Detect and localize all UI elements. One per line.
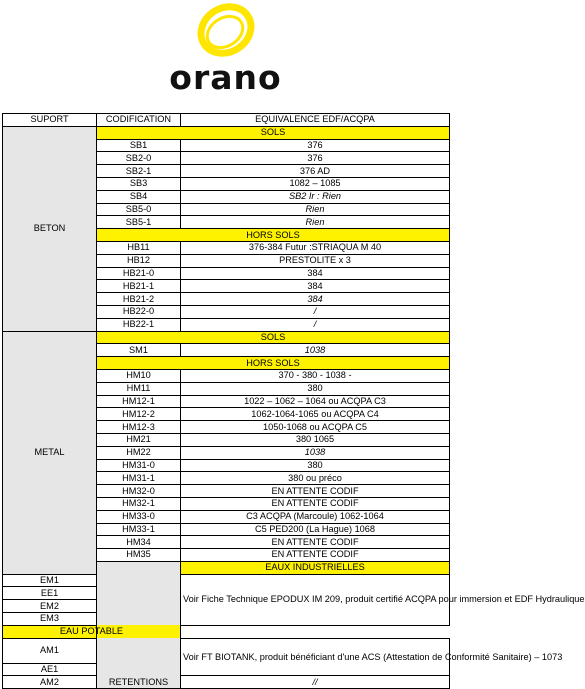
code-cell: HM10 bbox=[97, 369, 181, 382]
code-cell: HB21-2 bbox=[97, 293, 181, 306]
eq-cell: Rien bbox=[181, 203, 450, 216]
eq-cell: 1082 – 1085 bbox=[181, 177, 450, 190]
eq-cell: 1022 – 1062 – 1064 ou ACQPA C3 bbox=[181, 395, 450, 408]
section-header: SOLS bbox=[97, 331, 450, 344]
code-cell: SB1 bbox=[97, 139, 181, 152]
eq-cell: 1038 bbox=[181, 344, 450, 357]
code-cell: AE1 bbox=[3, 663, 97, 676]
eq-cell: // bbox=[181, 676, 450, 689]
section-header: SOLS bbox=[97, 126, 450, 139]
code-cell: HM32-1 bbox=[97, 497, 181, 510]
code-cell: HB11 bbox=[97, 241, 181, 254]
eq-cell: EN ATTENTE CODIF bbox=[181, 485, 450, 498]
code-cell: SB5-1 bbox=[97, 216, 181, 229]
header-codification: CODIFICATION bbox=[97, 114, 181, 127]
code-cell: HB22-0 bbox=[97, 305, 181, 318]
eq-cell: Voir Fiche Technique EPODUX IM 209, produit certifié ACQPA pour immersion et EDF Hydraulique bbox=[181, 574, 450, 625]
header-support: SUPORT bbox=[3, 114, 97, 127]
eq-cell: 376 bbox=[181, 139, 450, 152]
code-cell: SB2-0 bbox=[97, 152, 181, 165]
table-row bbox=[3, 574, 450, 587]
eq-cell: 1050-1068 ou ACQPA C5 bbox=[181, 421, 450, 434]
eq-cell: EN ATTENTE CODIF bbox=[181, 536, 450, 549]
eq-cell: 376-384 Futur :STRIAQUA M 40 bbox=[181, 241, 450, 254]
code-cell: HM12-3 bbox=[97, 421, 181, 434]
table-row bbox=[3, 638, 450, 663]
eq-cell: C3 ACQPA (Marcoule) 1062-1064 bbox=[181, 510, 450, 523]
eq-cell: 1038 bbox=[181, 446, 450, 459]
eq-cell: PRESTOLITE x 3 bbox=[181, 254, 450, 267]
eq-cell: Voir FT BIOTANK, produit bénéficiant d'une ACS (Attestation de Conformité Sanitaire) – 1073 bbox=[181, 638, 450, 676]
eq-cell: 370 - 380 - 1038 - bbox=[181, 369, 450, 382]
eq-cell: / bbox=[181, 318, 450, 331]
eq-cell: 380 bbox=[181, 382, 450, 395]
code-cell: EM2 bbox=[3, 600, 97, 613]
code-cell: HM22 bbox=[97, 446, 181, 459]
code-cell: HB22-1 bbox=[97, 318, 181, 331]
code-cell: SB3 bbox=[97, 177, 181, 190]
code-cell: HM33-1 bbox=[97, 523, 181, 536]
eq-cell: 384 bbox=[181, 293, 450, 306]
code-cell: SM1 bbox=[97, 344, 181, 357]
orano-ring-icon bbox=[189, 0, 263, 62]
eq-cell: 384 bbox=[181, 280, 450, 293]
eq-cell: EN ATTENTE CODIF bbox=[181, 497, 450, 510]
header-equivalence: EQUIVALENCE EDF/ACQPA bbox=[181, 114, 450, 127]
eq-cell: 376 AD bbox=[181, 165, 450, 178]
code-cell: HM12-2 bbox=[97, 408, 181, 421]
header-row bbox=[3, 114, 450, 127]
code-cell: SB5-0 bbox=[97, 203, 181, 216]
code-cell: HM32-0 bbox=[97, 485, 181, 498]
code-cell: HM33-0 bbox=[97, 510, 181, 523]
code-cell: HM12-1 bbox=[97, 395, 181, 408]
brand-name: orano bbox=[169, 58, 282, 97]
eq-cell: EN ATTENTE CODIF bbox=[181, 549, 450, 562]
equivalence-table bbox=[2, 113, 585, 689]
eq-cell: 384 bbox=[181, 267, 450, 280]
code-cell: SB2-1 bbox=[97, 165, 181, 178]
section-header: HORS SOLS bbox=[97, 357, 450, 370]
code-cell: HM31-0 bbox=[97, 459, 181, 472]
eq-cell: C5 PED200 (La Hague) 1068 bbox=[181, 523, 450, 536]
code-cell: AM1 bbox=[3, 638, 97, 663]
code-cell: HM11 bbox=[97, 382, 181, 395]
eq-cell: / bbox=[181, 305, 450, 318]
support-retentions: RETENTIONS bbox=[97, 561, 181, 688]
eq-cell: 376 bbox=[181, 152, 450, 165]
section-header: EAUX INDUSTRIELLES bbox=[181, 561, 450, 574]
code-cell: EE1 bbox=[3, 587, 97, 600]
code-cell: HM34 bbox=[97, 536, 181, 549]
table-row bbox=[3, 676, 450, 689]
code-cell: HM35 bbox=[97, 549, 181, 562]
section-header: HORS SOLS bbox=[97, 229, 450, 242]
code-cell: HB21-1 bbox=[97, 280, 181, 293]
code-cell: EM1 bbox=[3, 574, 97, 587]
logo-area bbox=[0, 0, 451, 110]
eq-cell: 380 ou préco bbox=[181, 472, 450, 485]
code-cell: HM21 bbox=[97, 433, 181, 446]
eq-cell: Rien bbox=[181, 216, 450, 229]
code-cell: HM31-1 bbox=[97, 472, 181, 485]
support-metal: METAL bbox=[3, 331, 97, 574]
section-header: EAU POTABLE bbox=[3, 625, 181, 638]
code-cell: EM3 bbox=[3, 613, 97, 626]
eq-cell: SB2 Ir : Rien bbox=[181, 190, 450, 203]
support-beton: BETON bbox=[3, 126, 97, 331]
code-cell: HB21-0 bbox=[97, 267, 181, 280]
code-cell: AM2 bbox=[3, 676, 97, 689]
eq-cell: 380 1065 bbox=[181, 433, 450, 446]
eq-cell: 1062-1064-1065 ou ACQPA C4 bbox=[181, 408, 450, 421]
code-cell: HB12 bbox=[97, 254, 181, 267]
code-cell: SB4 bbox=[97, 190, 181, 203]
eq-cell: 380 bbox=[181, 459, 450, 472]
